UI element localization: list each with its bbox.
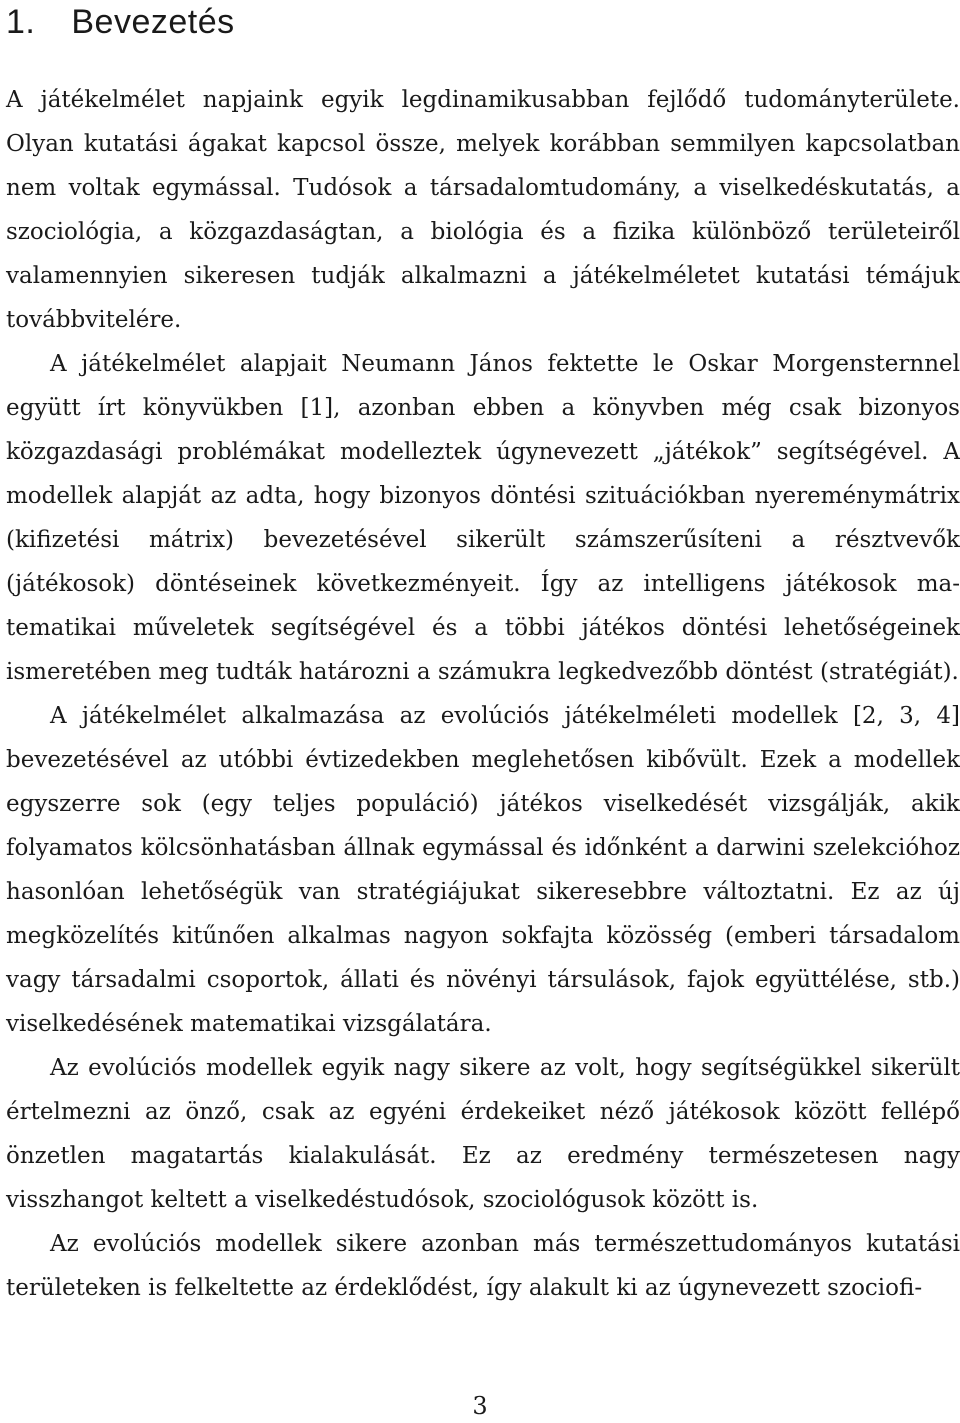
- page: [6, 0, 960, 1310]
- body-text: [6, 78, 960, 1310]
- page-number: 3: [472, 1392, 488, 1420]
- paragraph-5: Az evolúciós modellek sikere azonban más természettudományos kutatási területeken is felkeltette az érdeklődést, így alakult ki az úgynevezett szociofi-: [6, 1231, 960, 1301]
- paragraph-3: A játékelmélet alkalmazása az evolúciós játékelméleti modellek [2, 3, 4] bevezetésével az utóbbi évtizedekben meglehetősen kibővült. Ezek a modellek egyszerre sok (egy teljes populáció) játékos viselkedését vizsgálják, akik folyamatos kölcsönhatásban állnak egymással és időnként a darwini szelekcióhoz hasonlóan lehetőségük van stratégiájukat sikeresebbre változtatni. Ez az új megközelítés kitűnően alkalmas nagyon sokfajta közösség (emberi társadalom vagy társadalmi csoportok, állati és növényi társulások, fajok együttélése, stb.) viselkedésének matematikai vizsgálatára.: [6, 703, 960, 1037]
- section-title: Bevezetés: [71, 3, 235, 41]
- section-number: 1.: [6, 3, 36, 41]
- paragraph-1: A játékelmélet napjaink egyik legdinamikusabban fejlődő tudományterülete. Olyan kutatási ágakat kapcsol össze, melyek korábban semmilyen kapcsolatban nem voltak egymással. Tudósok a társadalomtudomány, a viselkedéskutatás, a szociológia, a közgazdaságtan, a biológia és a fizika különböző területeiről valamennyien sikeresen tudják alkalmazni a játékelméletet kutatási témájuk továbbvitelére.: [6, 87, 960, 333]
- section-heading: [6, 0, 960, 42]
- paragraph-4: Az evolúciós modellek egyik nagy sikere az volt, hogy segítségükkel sikerült értelmezni az önző, csak az egyéni érdekeiket néző játékosok között fellépő önzetlen magatartás kialakulását. Ez az eredmény természetesen nagy visszhangot keltett a viselkedéstudósok, szociológusok között is.: [6, 1055, 960, 1213]
- paragraph-2: A játékelmélet alapjait Neumann János fektette le Oskar Morgensternnel együtt írt könyvükben [1], azonban ebben a könyvben még csak bizonyos közgazdasági problémákat modelleztek úgynevezett „játékok” segítségével. A modellek alapját az adta, hogy bizonyos döntési szituációkban nyereménymátrix (kifizetési mátrix) bevezetésével sikerült számszerűsíteni a résztvevők (játékosok) döntéseinek következményeit. Így az intelligens játékosok matematikai műveletek segítségével és a többi játékos döntési lehetőségeinek ismeretében meg tudták határozni a számukra legkedvezőbb döntést (stratégiát).: [6, 351, 960, 685]
